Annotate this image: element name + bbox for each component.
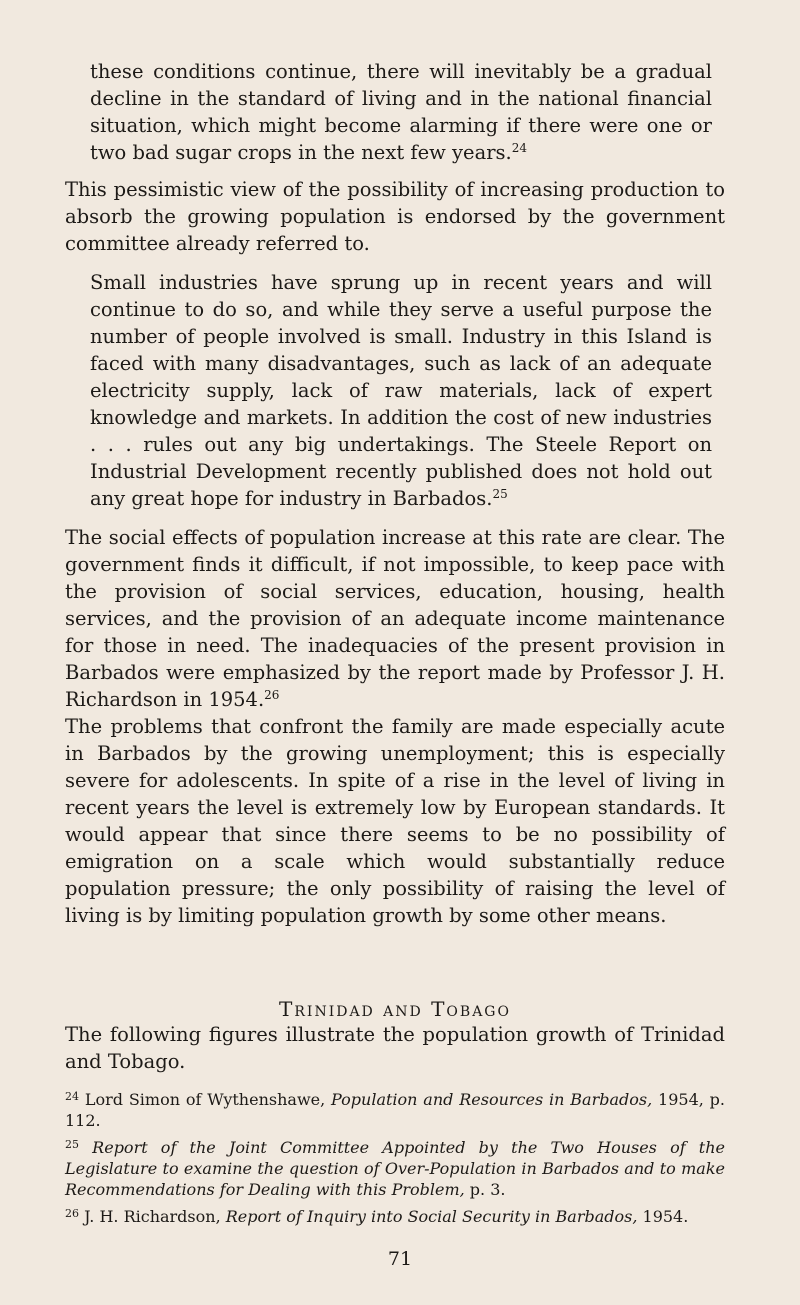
quote-text: Small industries have sprung up in recent years and will continue to do so, and while they serve a useful purpose the number of people involved is small. Industry in this Island is faced with many disadvantages, such as lack of an adequate electricity supply, lack of raw materials, lack of expert knowledge and markets. In addition the cost of new industries . . . rules out any big undertakings. The Steele Report on Industrial Development recently published does not hold out any great hope for industry in Barbados. bbox=[90, 271, 712, 510]
footnote: $^{26}$ J. H. Richardson, Report of Inquiry into Social Security in Barbados, 1954. bbox=[65, 1207, 689, 1226]
body-paragraph: The following figures illustrate the population growth of Trinidad and Tobago. bbox=[65, 1023, 725, 1073]
page-number: 71 bbox=[387, 1248, 413, 1270]
body-paragraph: The problems that confront the family are made especially acute in Barbados by the growing unemployment; this is especially severe for adolescents. In spite of a rise in the level of living in recent years the level is extremely low by European standards. It would appear that since there seems to be no possibility of emigration on a scale which would substantially reduce population pressure; the only possibility of raising the level of living is by limiting population growth by some other means. bbox=[65, 715, 725, 927]
quote-text: these conditions continue, there will inevitably be a gradual decline in the standard of living and in the national financial situation, which might become alarming if there were one or two bad sugar crops in the next few years. bbox=[90, 60, 712, 164]
footnote: $^{24}$ Lord Simon of Wythenshawe, Population and Resources in Barbados, 1954, p. 112. bbox=[65, 1090, 725, 1130]
page-body bbox=[65, 58, 725, 1233]
section-heading: Trinidad and Tobago bbox=[279, 997, 511, 1021]
block-quote bbox=[90, 58, 712, 166]
footnotes bbox=[65, 1089, 725, 1227]
footnote-ref: 26 bbox=[264, 688, 280, 702]
block-quote bbox=[90, 269, 712, 512]
footnote: $^{25}$ Report of the Joint Committee Appointed by the Two Houses of the Legislature to examine the question of Over-Population in Barbados and to make Recommendations for Dealing with this Problem, p. 3. bbox=[65, 1138, 725, 1199]
footnote-ref: 25 bbox=[492, 487, 508, 501]
body-paragraph: This pessimistic view of the possibility of increasing production to absorb the growing population is endorsed by the government committee already referred to. bbox=[65, 178, 725, 255]
body-paragraph: The social effects of population increase at this rate are clear. The government finds it difficult, if not impossible, to keep pace with the provision of social services, education, housing, health services, and the provision of an adequate income maintenance for those in need. The inadequacies of the present provision in Barbados were emphasized by the report made by Professor J. H. Richardson in 1954.26 bbox=[65, 526, 725, 711]
footnote-ref: 24 bbox=[511, 141, 528, 155]
